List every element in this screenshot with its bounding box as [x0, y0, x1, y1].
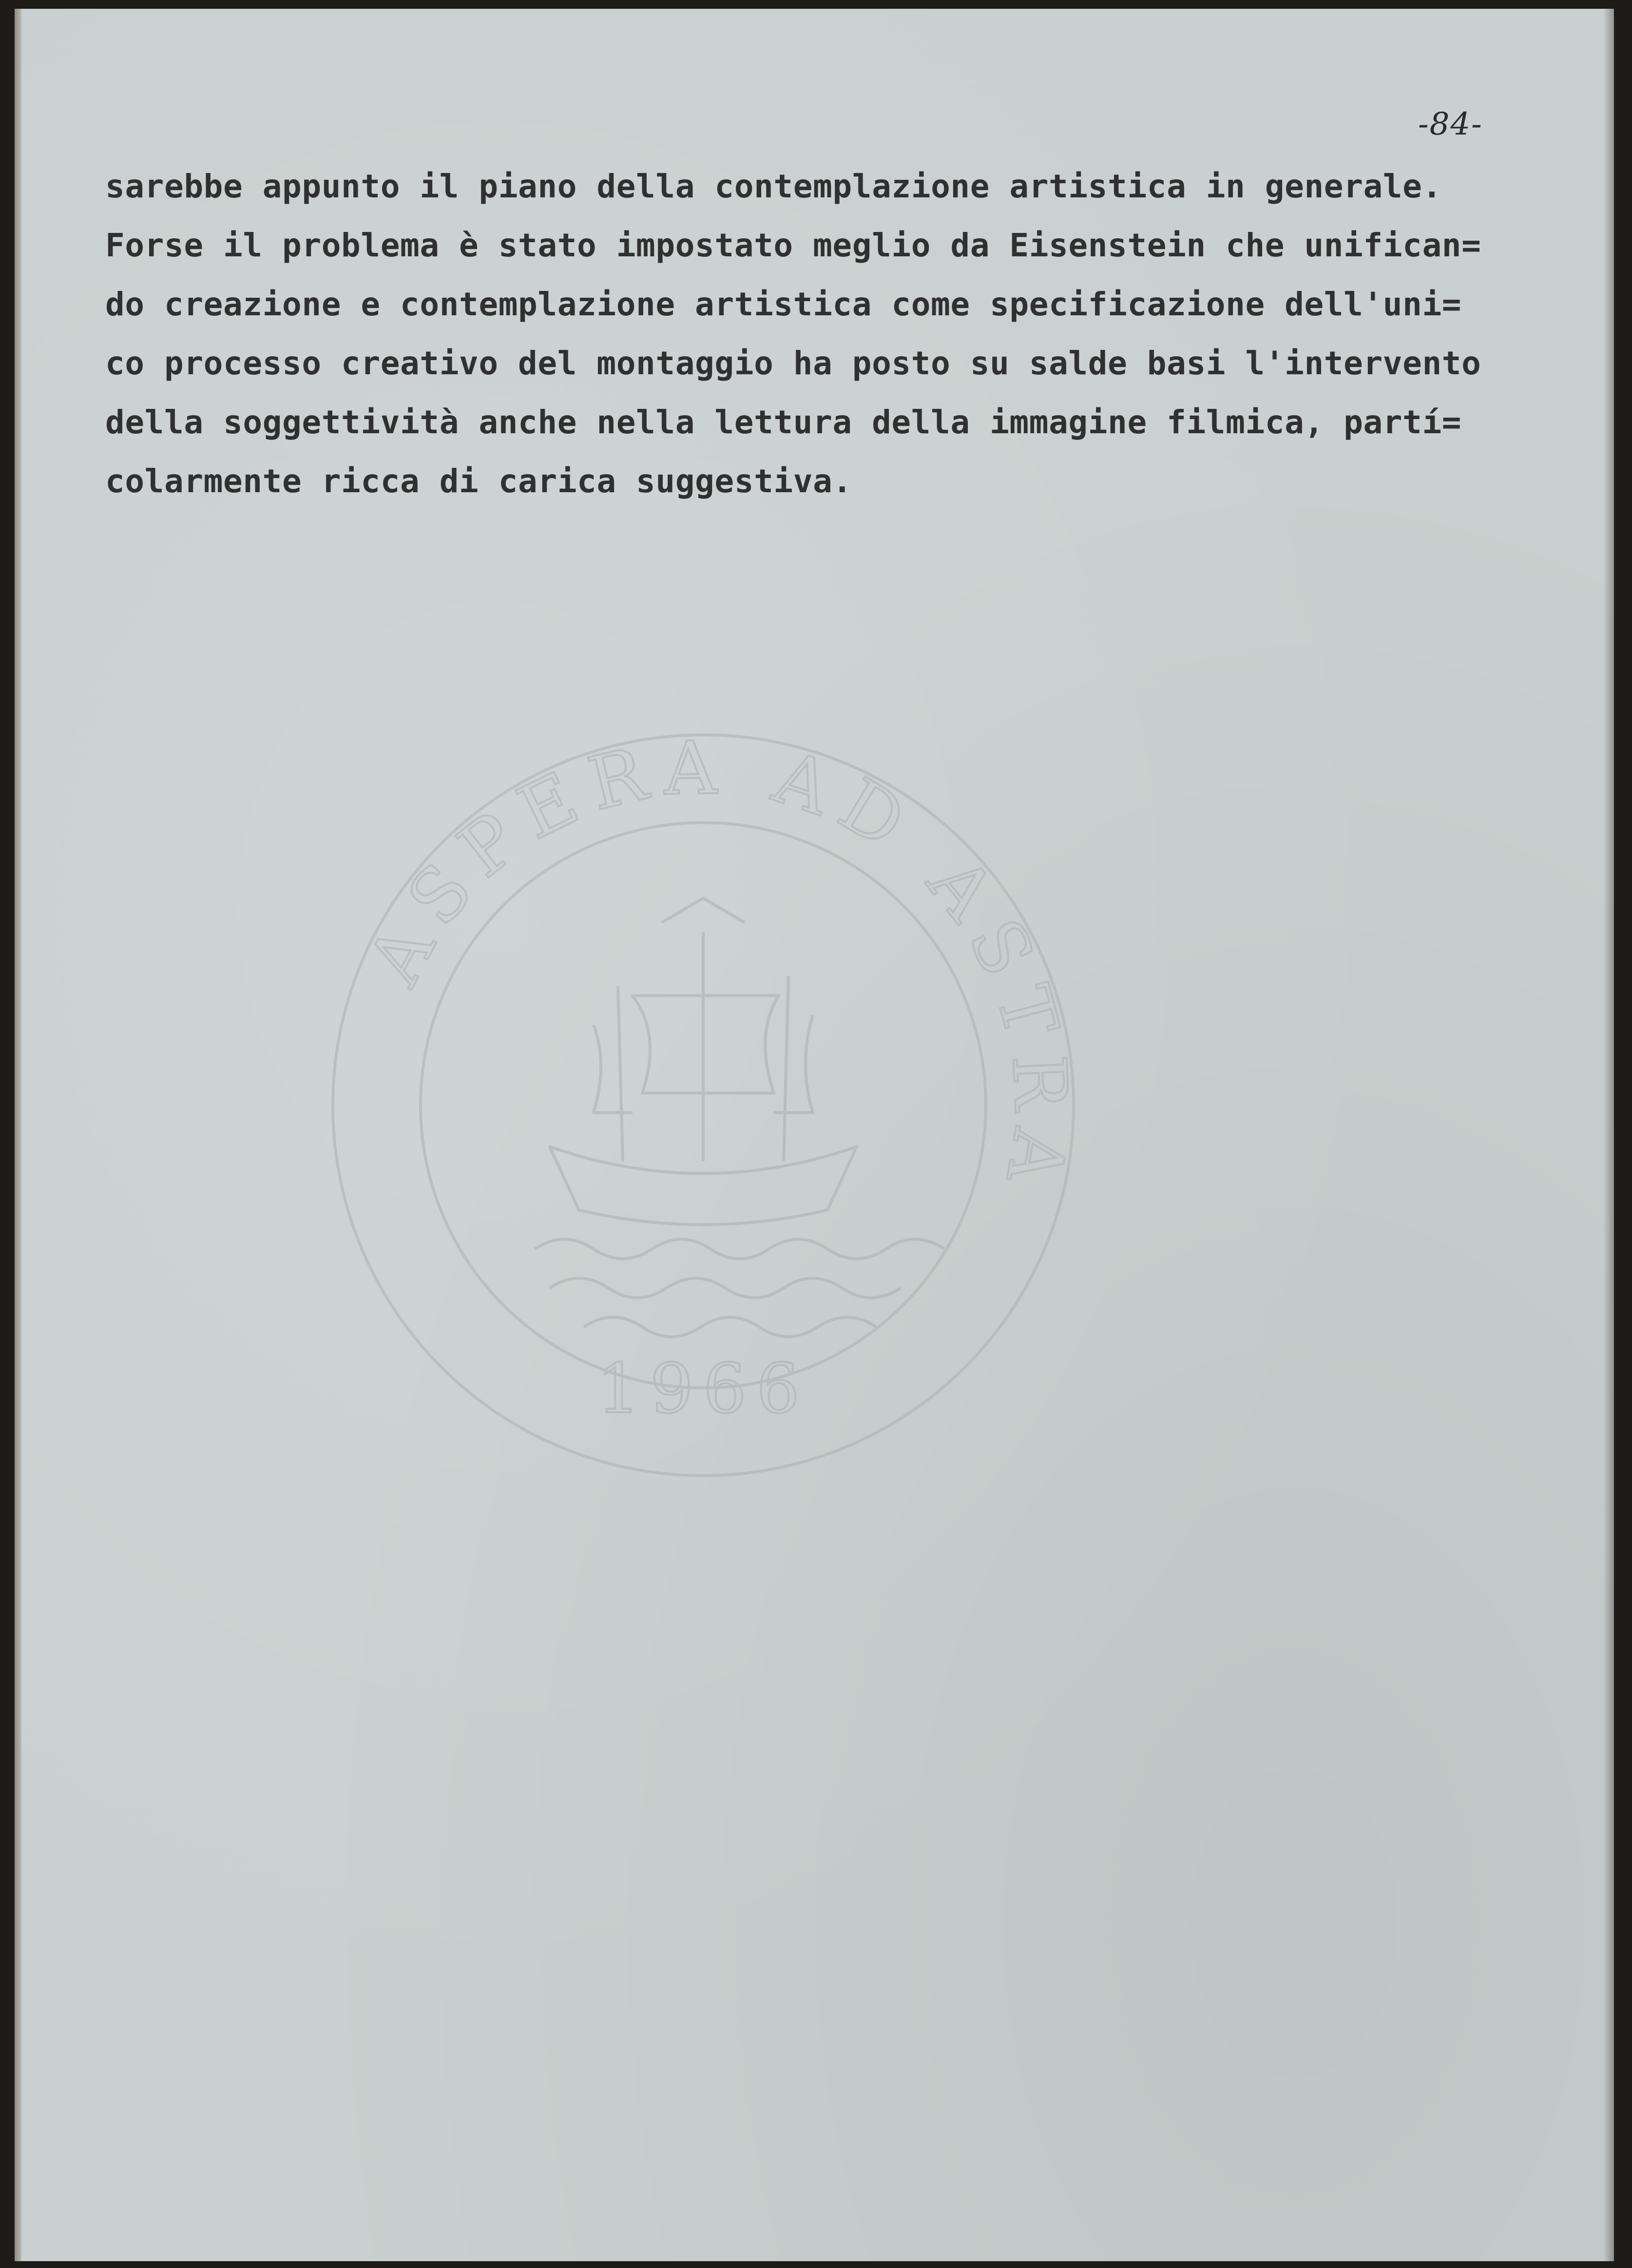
page-left-edge — [15, 9, 21, 2261]
text-line-2: Forse il problema è stato impostato meglio da Eisenstein che unifican= — [105, 227, 1481, 264]
embossed-seal-stamp — [321, 723, 1086, 1488]
seal-date: 1966 — [596, 1349, 810, 1429]
seal-motto: ASPERA AD ASTRA — [352, 725, 1084, 1204]
seal-ship-icon — [535, 898, 944, 1337]
text-line-3: do creazione e contemplazione artistica come specificazione dell'uni= — [105, 286, 1462, 323]
text-line-4: co processo creativo del montaggio ha posto su salde basi l'intervento — [105, 345, 1481, 382]
page-number: -84- — [1418, 106, 1483, 142]
page-right-shadow — [1603, 9, 1614, 2261]
text-line-6: colarmente ricca di carica suggestiva. — [105, 462, 852, 500]
text-line-5: della soggettività anche nella lettura della immagine filmica, partí= — [105, 404, 1462, 441]
document-page — [15, 9, 1614, 2261]
text-line-1: sarebbe appunto il piano della contemplazione artistica in generale. — [105, 168, 1442, 205]
typed-paragraph — [105, 157, 1528, 511]
